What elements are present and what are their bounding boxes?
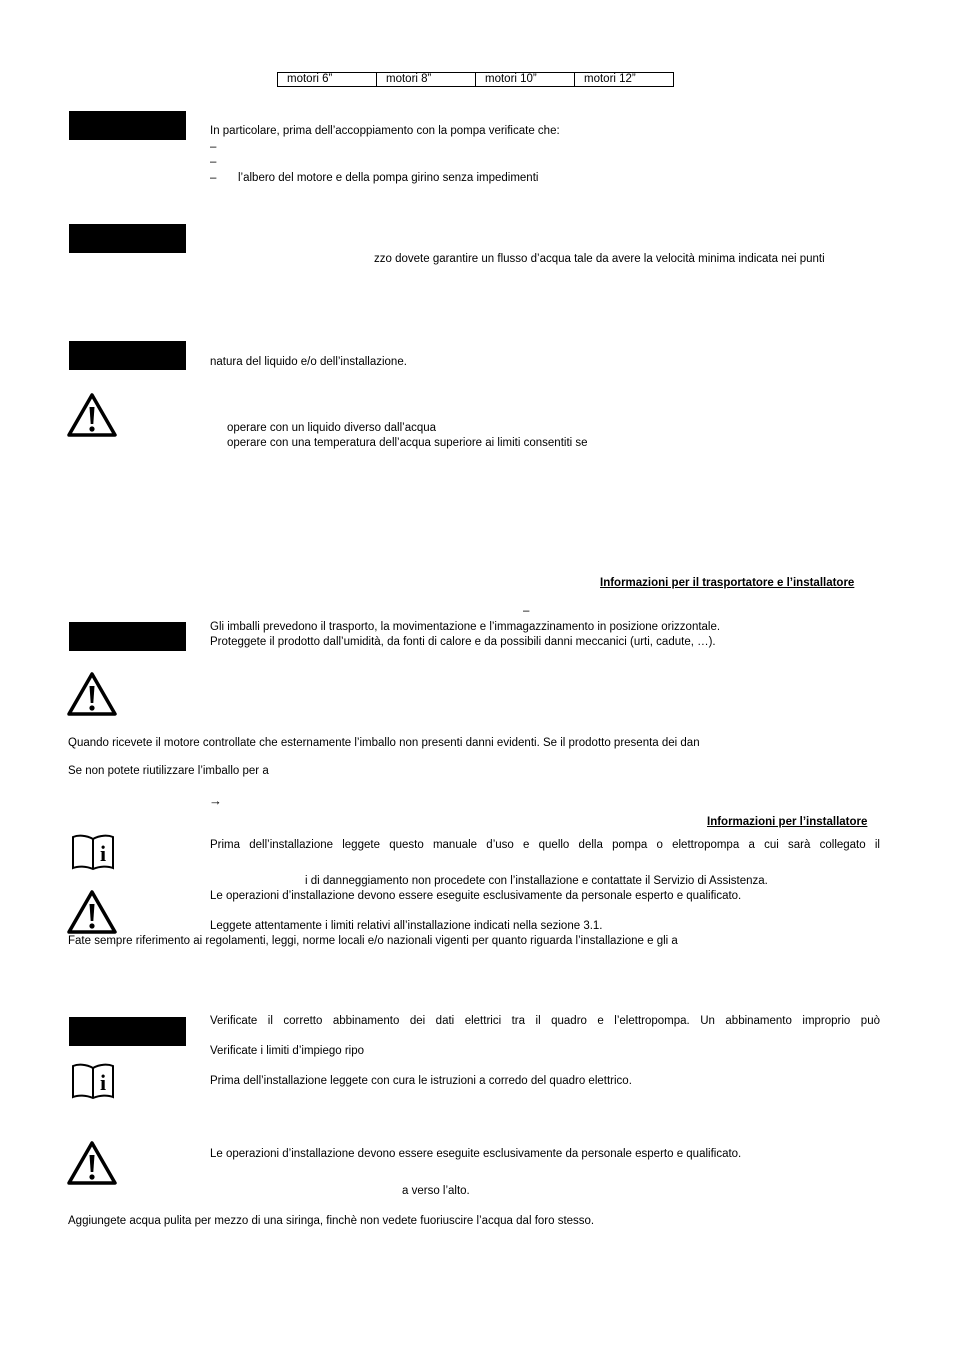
protection-text: Proteggete il prodotto dall’umidità, da fonti di calore e da possibili danni meccanici (urti, cadute, …). bbox=[210, 636, 716, 648]
qualified-personnel-text: Le operazioni d’installazione devono essere eseguite esclusivamente da personale esperto e qualificato. bbox=[210, 1148, 742, 1160]
reuse-text: Se non potete riutilizzare l’imballo per a bbox=[68, 765, 269, 777]
list-dash: – bbox=[210, 172, 217, 184]
receive-text: Quando ricevete il motore controllate che esternamente l’imballo non presenti danni evidenti. Se il prodotto presenta dei dan bbox=[68, 737, 700, 749]
list-item: operare con un liquido diverso dall’acqua bbox=[227, 422, 437, 434]
redacted-label-box bbox=[69, 224, 186, 253]
warning-triangle-icon bbox=[67, 889, 117, 935]
svg-text:i: i bbox=[99, 841, 107, 866]
redacted-label-box bbox=[69, 622, 186, 651]
redacted-label-box bbox=[69, 111, 186, 140]
list-dash: – bbox=[210, 141, 217, 153]
list-item: operare con una temperatura dell’acqua superiore ai limiti consentiti se bbox=[227, 437, 588, 449]
coupling-intro: In particolare, prima dell’accoppiamento con la pompa verificate che: bbox=[210, 125, 560, 137]
redacted-label-box bbox=[69, 1017, 186, 1046]
arrow-symbol: → bbox=[209, 793, 222, 808]
limits-text: Leggete attentamente i limiti relativi all’installazione indicati nella sezione 3.1. bbox=[210, 920, 603, 932]
svg-text:i: i bbox=[99, 1070, 107, 1095]
section-header: Informazioni per l’installatore bbox=[707, 816, 868, 828]
table-cell: motori 12” bbox=[575, 73, 674, 87]
list-dash: – bbox=[210, 156, 217, 168]
regulations-text: Fate sempre riferimento ai regolamenti, leggi, norme locali e/o nazionali vigenti per quanto riguarda l’installazione e gli a bbox=[68, 935, 678, 947]
manual-book-icon bbox=[70, 833, 116, 871]
read-manual-text: Prima dell’installazione leggete questo manuale d’uso e quello della pompa o elettropompa a cui sarà collegato il bbox=[210, 839, 880, 851]
warning-triangle-icon bbox=[67, 1140, 117, 1186]
add-water-text: Aggiungete acqua pulita per mezzo di una siringa, finchè non vedete fuoriuscire l’acqua dal foro stesso. bbox=[68, 1215, 595, 1227]
table-cell: motori 10” bbox=[476, 73, 575, 87]
qualified-personnel-text: Le operazioni d’installazione devono essere eseguite esclusivamente da personale esperto e qualificato. bbox=[210, 890, 742, 902]
flow-text: zzo dovete garantire un flusso d’acqua tale da avere la velocità minima indicata nei punti bbox=[374, 253, 825, 265]
manual-book-icon bbox=[70, 1062, 116, 1100]
table-cell: motori 8” bbox=[377, 73, 476, 87]
read-panel-text: Prima dell’installazione leggete con cura le istruzioni a corredo del quadro elettrico. bbox=[210, 1075, 632, 1087]
list-item: l’albero del motore e della pompa girino senza impedimenti bbox=[238, 172, 539, 184]
usage-limits-text: Verificate i limiti d’impiego ripo bbox=[210, 1045, 365, 1057]
damage-text: i di danneggiamento non procedete con l’installazione e contattate il Servizio di Assistenza. bbox=[305, 875, 768, 887]
redacted-label-box bbox=[69, 341, 186, 370]
dash: – bbox=[523, 605, 530, 617]
warning-triangle-icon bbox=[67, 671, 117, 717]
electric-verify-text: Verificate il corretto abbinamento dei dati elettrici tra il quadro e l’elettropompa. Un abbinamento improprio può bbox=[210, 1015, 880, 1027]
table-row bbox=[278, 73, 674, 87]
packaging-text: Gli imballi prevedono il trasporto, la movimentazione e l’immagazzinamento in posizione orizzontale. bbox=[210, 621, 721, 633]
section-header: Informazioni per il trasportatore e l’installatore bbox=[600, 577, 855, 589]
motor-size-table bbox=[277, 72, 674, 87]
upward-text: a verso l’alto. bbox=[402, 1185, 470, 1197]
liquid-text: natura del liquido e/o dell’installazione. bbox=[210, 356, 407, 368]
warning-triangle-icon bbox=[67, 392, 117, 438]
table-cell: motori 6” bbox=[278, 73, 377, 87]
